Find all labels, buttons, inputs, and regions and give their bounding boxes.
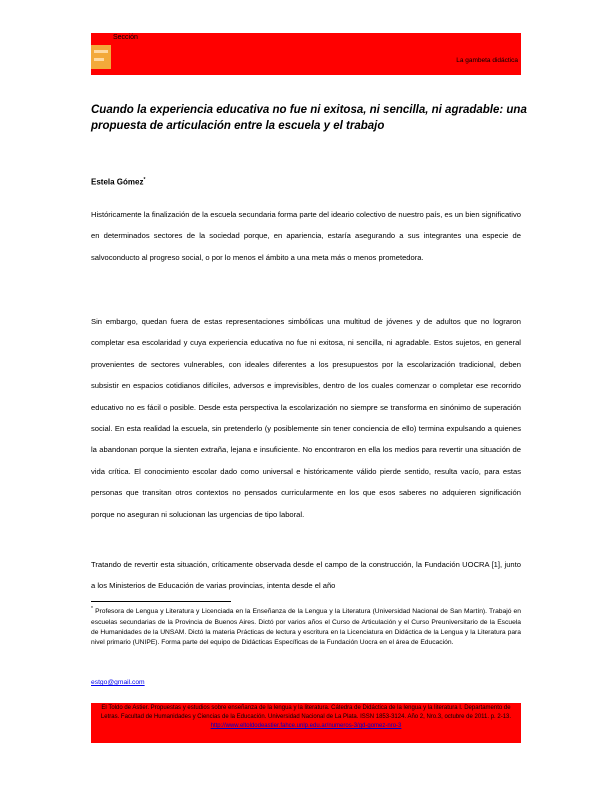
author-email-link[interactable]: estgo@gmail.com [91, 679, 145, 686]
paragraph-3: Tratando de revertir esta situación, críticamente observada desde el campo de la construcción, la Fundación UOCRA [1], junto a los Ministerios de Educación de varias provincias, intenta desde el año [91, 560, 521, 591]
author-footnote-mark[interactable]: * [143, 177, 146, 183]
footnote-divider [91, 601, 231, 602]
section-title: La gambeta didáctica [456, 57, 518, 64]
footnote [91, 604, 521, 648]
footer-citation [96, 704, 516, 732]
header-band [91, 33, 521, 75]
article-title: Cuando la experiencia educativa no fue ni exitosa, ni sencilla, ni agradable: una propuesta de articulación entre la escuela y el trabajo [91, 104, 527, 132]
section-label: Sección [113, 34, 138, 41]
author-name-text: Estela Gómez [91, 177, 144, 187]
footnote-mark: * [91, 606, 93, 612]
paragraph-1: Históricamente la finalización de la escuela secundaria forma parte del ideario colectivo de nuestro país, es un bien significativo en determinados sectores de la sociedad porque, en apariencia, estaría asegurando a sus integrantes una especie de salvoconducto al progreso social, o por lo menos el ámbito a una meta más o menos prometedora. [91, 210, 521, 262]
journal-logo-icon [91, 45, 111, 69]
article-url-link[interactable]: http://www.eltoldodeastier.fahce.unlp.edu.ar/numeros-3/gd-gomez-nro-3 [210, 723, 402, 730]
paragraph-2: Sin embargo, quedan fuera de estas representaciones simbólicas una multitud de jóvenes y de adultos que no lograron completar esa escolaridad y cuya experiencia educativa no fue ni exitosa, ni sencilla, ni agradable. Estos sujetos, en general provenientes de sectores vulnerables, con ideales diferentes a los presupuestos por la escolarización tradicional, deben subsistir en espacios cotidianos difíciles, adversos e imprevisibles, dentro de los cuales comenzar o completar ese recorrido educativo no es fácil o posible. Desde esta perspectiva la escolarización no siempre se transforma en sinónimo de superación social. En esta realidad la escuela, sin pretenderlo (y posiblemente sin tener conciencia de ello) termina expulsando a quienes la abandonan porque la sienten extraña, lejana e insuficiente. No encontraron en ella los medios para revertir una situación de vida crítica. El conocimiento escolar dado como universal e históricamente válido pierde sentido, resulta vacío, para estas personas que transitan otros contextos no pensados curricularmente en los que esos saberes no adquieren significación porque no aseguran ni solucionan las urgencias de tipo laboral. [91, 317, 521, 519]
footnote-text: Profesora de Lengua y Literatura y Licenciada en la Enseñanza de la Lengua y la Literatura (Universidad Nacional de San Martín). Trabajó en escuelas secundarias de la Provincia de Buenos Aires. Dictó por varios años el Curso de Articulación y el Curso Preuniversitario de la Escuela de Humanidades de la UNSAM. Dictó la materia Prácticas de lectura y escritura en la Licenciatura en Didáctica de la Lengua y la Literatura para nivel primario (UNIPE). Forma parte del equipo de Didácticas Específicas de la Fundación Uocra en el área de Educación. [91, 608, 521, 647]
citation-text: El Toldo de Astier. Propuestas y estudios sobre enseñanza de la lengua y la literatura. Cátedra de Didáctica de la lengua y la literatura I. Departamento de Letras. Facultad de Humanidades y Ciencias de la Educación. Universidad Nacional de La Plata. ISSN 1853-3124. Año 2, Nro.3, octubre de 2011. p. 2-13. [100, 705, 512, 721]
author-name [91, 177, 145, 187]
